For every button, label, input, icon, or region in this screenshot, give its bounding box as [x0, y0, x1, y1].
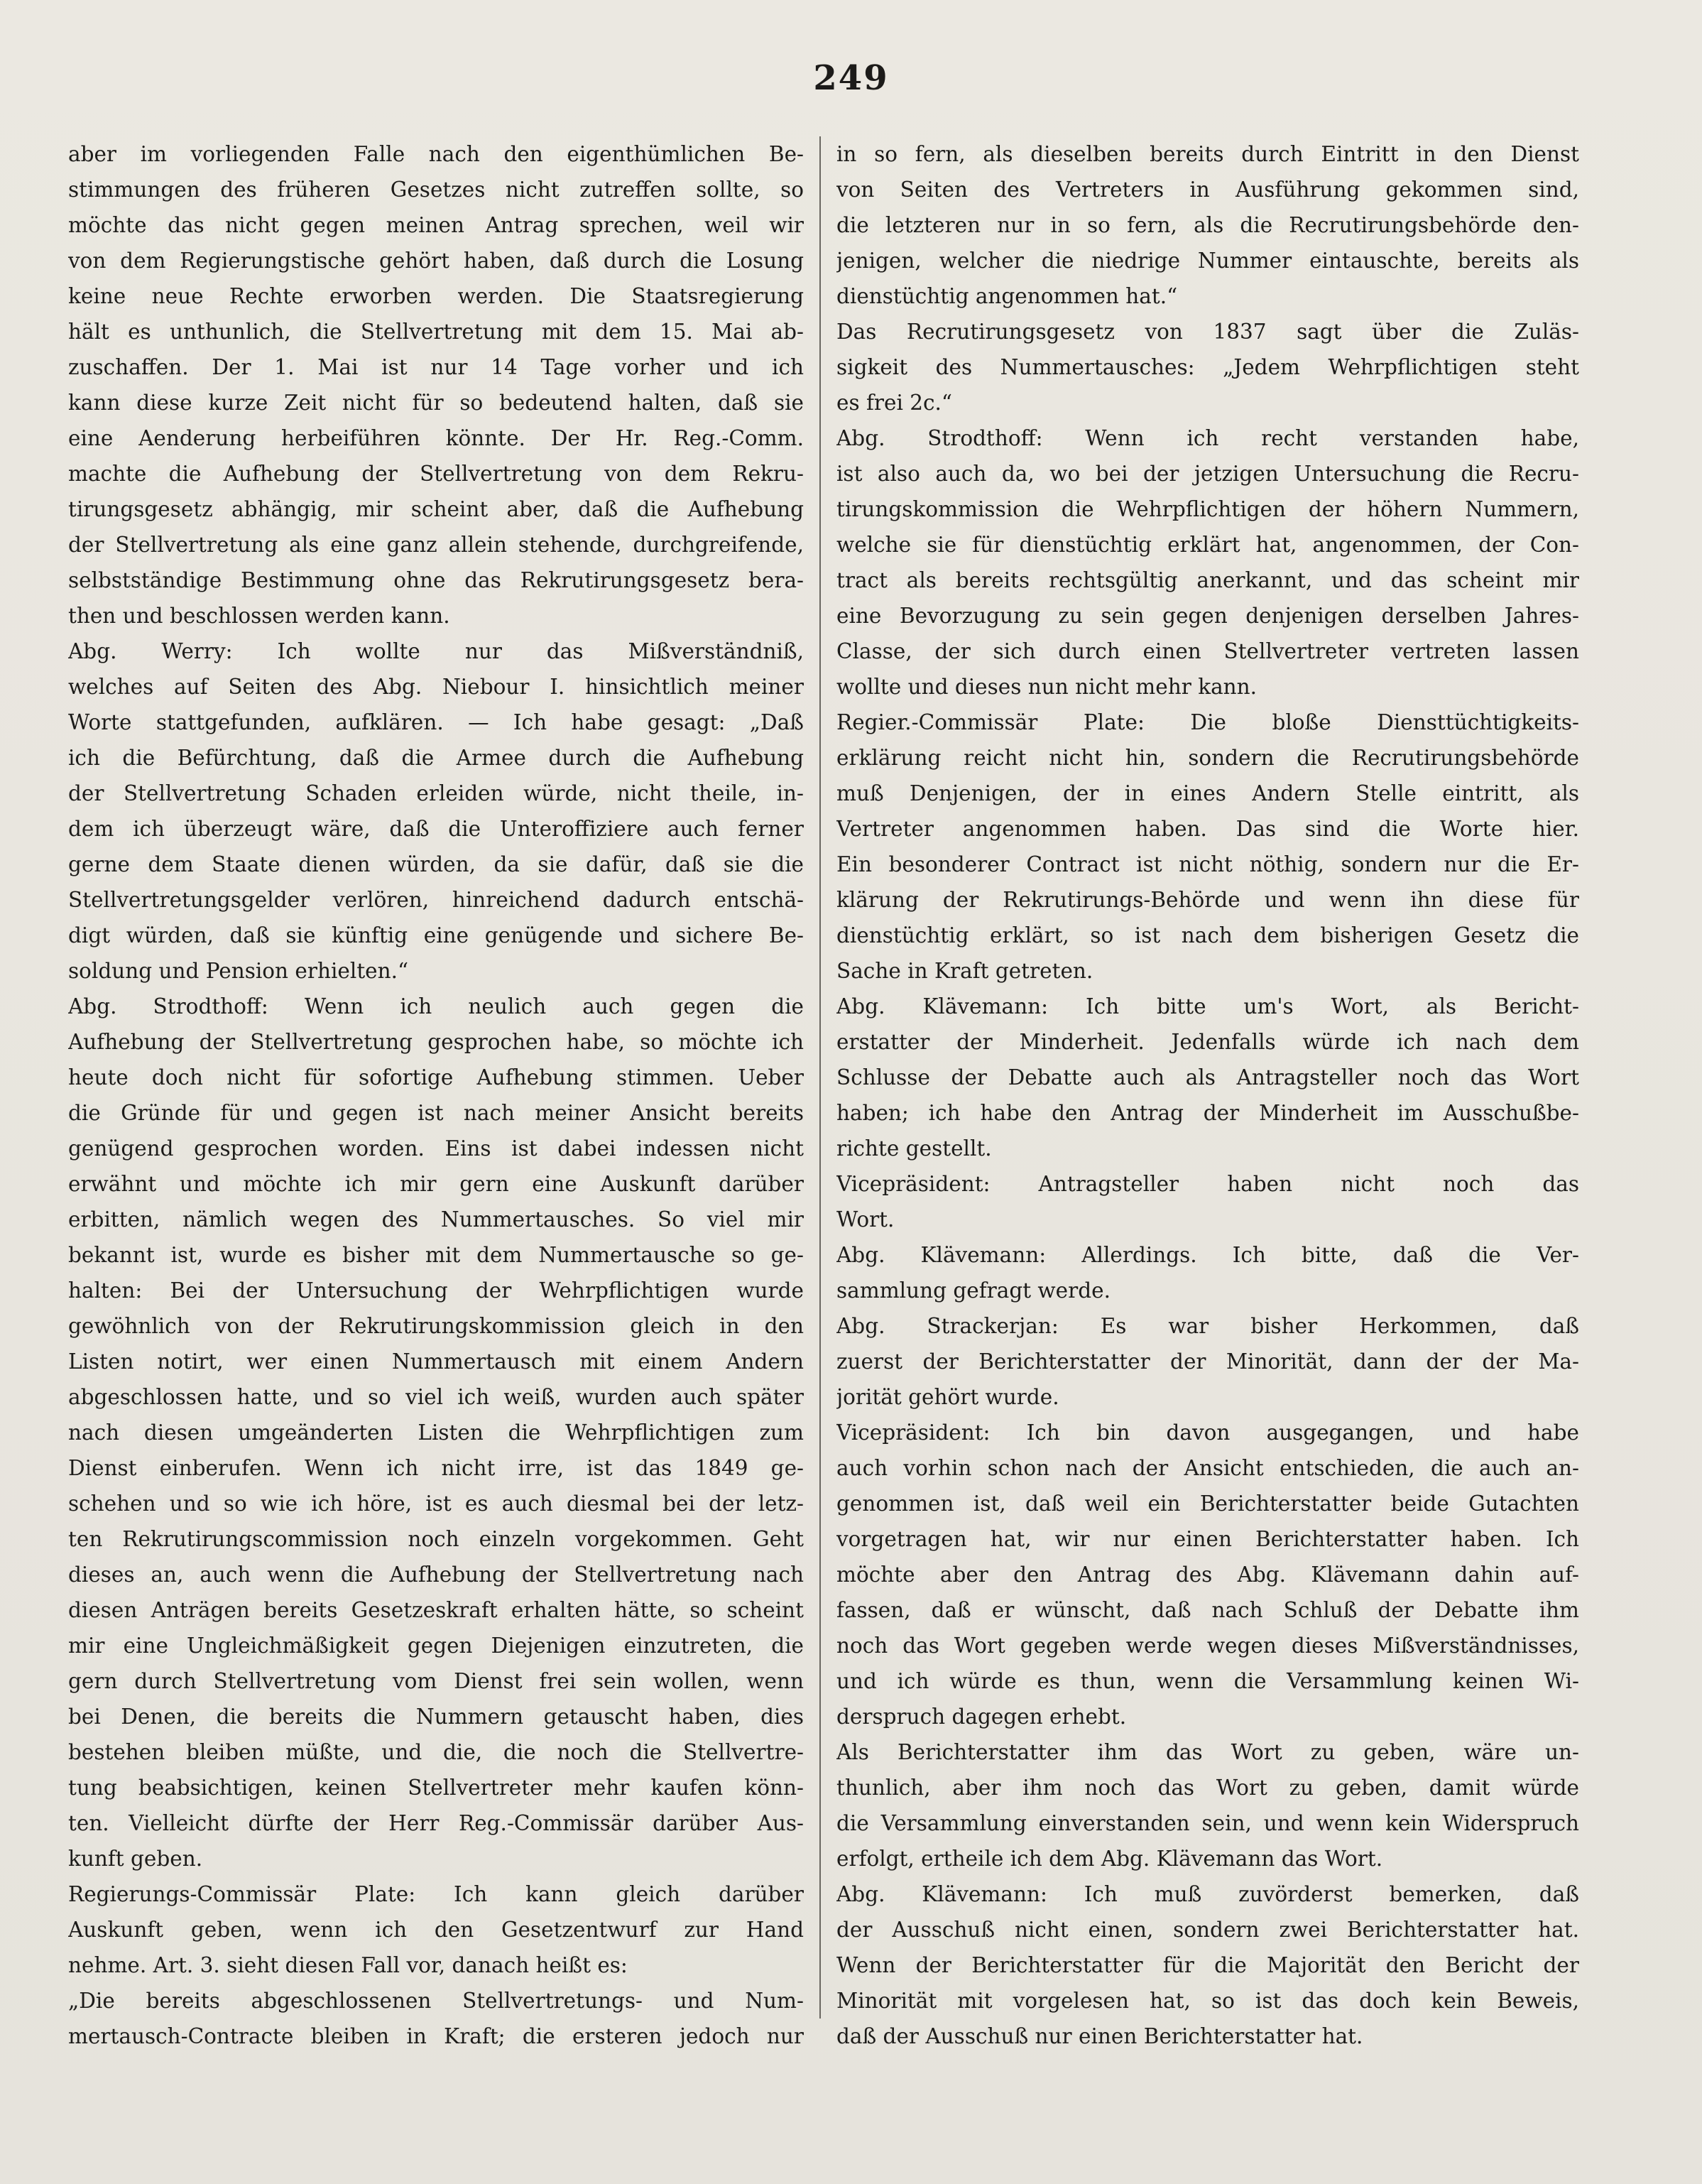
- text-line: möchte das nicht gegen meinen Antrag sprechen, weil wir: [68, 213, 804, 237]
- text-line: fassen, daß er wünscht, daß nach Schluß der Debatte ihm: [836, 1598, 1579, 1622]
- text-line: erfolgt, ertheile ich dem Abg. Klävemann das Wort.: [836, 1847, 1383, 1871]
- text-line: Abg. Klävemann: Ich bitte um's Wort, als Bericht-: [836, 994, 1579, 1018]
- text-line: ist also auch da, wo bei der jetzigen Untersuchung die Recru-: [836, 462, 1579, 486]
- text-line: hält es unthunlich, die Stellvertretung mit dem 15. Mai ab-: [68, 320, 804, 344]
- text-line: Abg. Werry: Ich wollte nur das Mißverständniß,: [68, 639, 804, 663]
- text-line: sammlung gefragt werde.: [836, 1278, 1111, 1303]
- text-line: bei Denen, die bereits die Nummern getauscht haben, dies: [68, 1705, 804, 1729]
- text-line: dienstüchtig angenommen hat.“: [836, 284, 1178, 308]
- text-line: Abg. Klävemann: Ich muß zuvörderst bemerken, daß: [836, 1882, 1579, 1906]
- text-line: der Stellvertretung als eine ganz allein stehende, durchgreifende,: [68, 533, 804, 557]
- text-line: zuschaffen. Der 1. Mai ist nur 14 Tage vorher und ich: [68, 355, 804, 379]
- text-line: tung beabsichtigen, keinen Stellvertreter mehr kaufen könn-: [68, 1776, 804, 1800]
- text-line: jorität gehört wurde.: [836, 1385, 1059, 1409]
- text-line: richte gestellt.: [836, 1136, 992, 1161]
- text-line: der Ausschuß nicht einen, sondern zwei Berichterstatter hat.: [836, 1918, 1579, 1942]
- text-line: dem ich überzeugt wäre, daß die Unteroffiziere auch ferner: [68, 817, 804, 841]
- text-line: gern durch Stellvertretung vom Dienst frei sein wollen, wenn: [68, 1669, 804, 1693]
- text-line: Listen notirt, wer einen Nummertausch mit einem Andern: [68, 1349, 804, 1374]
- text-line: schehen und so wie ich höre, ist es auch diesmal bei der letz-: [68, 1492, 804, 1516]
- text-line: Vicepräsident: Ich bin davon ausgegangen, und habe: [836, 1420, 1579, 1445]
- page-number: 249: [813, 58, 889, 98]
- text-line: Wort.: [836, 1207, 895, 1232]
- text-line: bekannt ist, wurde es bisher mit dem Nummertausche so ge-: [68, 1243, 804, 1267]
- text-line: die Gründe für und gegen ist nach meiner Ansicht bereits: [68, 1101, 804, 1125]
- text-line: welche sie für dienstüchtig erklärt hat, angenommen, der Con-: [836, 533, 1579, 557]
- text-line: auch vorhin schon nach der Ansicht entschieden, die auch an-: [836, 1456, 1579, 1480]
- text-line: tirungskommission die Wehrpflichtigen der höhern Nummern,: [836, 497, 1579, 521]
- text-line: stimmungen des früheren Gesetzes nicht zutreffen sollte, so: [68, 178, 804, 202]
- text-line: und ich würde es thun, wenn die Versammlung keinen Wi-: [836, 1669, 1579, 1693]
- text-line: der Stellvertretung Schaden erleiden würde, nicht theile, in-: [68, 781, 804, 805]
- text-line: wollte und dieses nun nicht mehr kann.: [836, 675, 1258, 699]
- text-line: ten. Vielleicht dürfte der Herr Reg.-Commissär darüber Aus-: [68, 1811, 804, 1835]
- text-line: digt würden, daß sie künftig eine genügende und sichere Be-: [68, 923, 804, 947]
- text-line: genommen ist, daß weil ein Berichterstatter beide Gutachten: [836, 1492, 1579, 1516]
- text-line: Vicepräsident: Antragsteller haben nicht noch das: [836, 1172, 1579, 1196]
- text-line: thunlich, aber ihm noch das Wort zu geben, damit würde: [836, 1776, 1579, 1800]
- text-line: kann diese kurze Zeit nicht für so bedeutend halten, daß sie: [68, 391, 804, 415]
- text-line: Abg. Strackerjan: Es war bisher Herkommen, daß: [836, 1314, 1579, 1338]
- text-line: keine neue Rechte erworben werden. Die Staatsregierung: [68, 284, 804, 308]
- text-line: kunft geben.: [68, 1847, 203, 1871]
- text-line: von Seiten des Vertreters in Ausführung gekommen sind,: [836, 178, 1579, 202]
- left-column: [68, 136, 804, 2054]
- text-line: haben; ich habe den Antrag der Minderheit im Ausschußbe-: [836, 1101, 1579, 1125]
- text-line: nach diesen umgeänderten Listen die Wehrpflichtigen zum: [68, 1420, 804, 1445]
- text-line: muß Denjenigen, der in eines Andern Stelle eintritt, als: [836, 781, 1579, 805]
- text-line: soldung und Pension erhielten.“: [68, 959, 409, 983]
- text-line: erklärung reicht nicht hin, sondern die Recrutirungsbehörde: [836, 746, 1579, 770]
- text-line: eine Bevorzugung zu sein gegen denjenigen derselben Jahres-: [836, 604, 1579, 628]
- text-line: abgeschlossen hatte, und so viel ich weiß, wurden auch später: [68, 1385, 804, 1409]
- text-line: Dienst einberufen. Wenn ich nicht irre, ist das 1849 ge-: [68, 1456, 804, 1480]
- text-line: heute doch nicht für sofortige Aufhebung stimmen. Ueber: [68, 1065, 804, 1090]
- text-line: genügend gesprochen worden. Eins ist dabei indessen nicht: [68, 1136, 804, 1161]
- text-line: klärung der Rekrutirungs-Behörde und wenn ihn diese für: [836, 888, 1579, 912]
- text-line: mertausch-Contracte bleiben in Kraft; die ersteren jedoch nur: [68, 2024, 804, 2048]
- text-line: „Die bereits abgeschlossenen Stellvertretungs- und Num-: [68, 1989, 804, 2013]
- text-line: eine Aenderung herbeiführen könnte. Der Hr. Reg.-Comm.: [68, 426, 804, 450]
- text-line: Abg. Strodthoff: Wenn ich recht verstanden habe,: [836, 426, 1579, 450]
- text-line: erwähnt und möchte ich mir gern eine Auskunft darüber: [68, 1172, 804, 1196]
- text-line: Sache in Kraft getreten.: [836, 959, 1093, 983]
- text-line: Als Berichterstatter ihm das Wort zu geben, wäre un-: [836, 1740, 1579, 1764]
- text-line: Abg. Strodthoff: Wenn ich neulich auch gegen die: [68, 994, 804, 1018]
- text-line: daß der Ausschuß nur einen Berichterstatter hat.: [836, 2024, 1363, 2048]
- text-line: ten Rekrutirungscommission noch einzeln vorgekommen. Geht: [68, 1527, 804, 1551]
- text-line: bestehen bleiben müßte, und die, die noch die Stellvertre-: [68, 1740, 804, 1764]
- text-line: Das Recrutirungsgesetz von 1837 sagt über die Zuläs-: [836, 320, 1579, 344]
- text-line: welches auf Seiten des Abg. Niebour I. hinsichtlich meiner: [68, 675, 804, 699]
- text-line: mir eine Ungleichmäßigkeit gegen Diejenigen einzutreten, die: [68, 1634, 804, 1658]
- text-line: Schlusse der Debatte auch als Antragsteller noch das Wort: [836, 1065, 1579, 1090]
- text-line: nehme. Art. 3. sieht diesen Fall vor, danach heißt es:: [68, 1953, 628, 1977]
- text-line: die letzteren nur in so fern, als die Recrutirungsbehörde den-: [836, 213, 1579, 237]
- text-line: jenigen, welcher die niedrige Nummer eintauschte, bereits als: [836, 249, 1579, 273]
- text-line: derspruch dagegen erhebt.: [836, 1705, 1127, 1729]
- text-line: dienstüchtig erklärt, so ist nach dem bisherigen Gesetz die: [836, 923, 1579, 947]
- text-line: von dem Regierungstische gehört haben, daß durch die Losung: [68, 249, 804, 273]
- column-divider: [819, 136, 821, 2019]
- text-line: Auskunft geben, wenn ich den Gesetzentwurf zur Hand: [68, 1918, 804, 1942]
- text-line: halten: Bei der Untersuchung der Wehrpflichtigen wurde: [68, 1278, 804, 1303]
- text-line: gewöhnlich von der Rekrutirungskommission gleich in den: [68, 1314, 804, 1338]
- text-line: Ein besonderer Contract ist nicht nöthig, sondern nur die Er-: [836, 852, 1579, 876]
- text-line: tract als bereits rechtsgültig anerkannt, und das scheint mir: [836, 568, 1579, 592]
- text-line: dieses an, auch wenn die Aufhebung der Stellvertretung nach: [68, 1563, 804, 1587]
- right-column: [836, 136, 1579, 2054]
- text-line: Regierungs-Commissär Plate: Ich kann gleich darüber: [68, 1882, 804, 1906]
- text-line: möchte aber den Antrag des Abg. Klävemann dahin auf-: [836, 1563, 1579, 1587]
- text-line: vorgetragen hat, wir nur einen Berichterstatter haben. Ich: [836, 1527, 1579, 1551]
- text-line: Regier.-Commissär Plate: Die bloße Diensttüchtigkeits-: [836, 710, 1579, 734]
- text-line: noch das Wort gegeben werde wegen dieses Mißverständnisses,: [836, 1634, 1579, 1658]
- text-line: zuerst der Berichterstatter der Minorität, dann der der Ma-: [836, 1349, 1579, 1374]
- text-line: then und beschlossen werden kann.: [68, 604, 450, 628]
- text-line: machte die Aufhebung der Stellvertretung von dem Rekru-: [68, 462, 804, 486]
- text-line: es frei 2c.“: [836, 391, 953, 415]
- text-line: tirungsgesetz abhängig, mir scheint aber, daß die Aufhebung: [68, 497, 804, 521]
- text-line: Aufhebung der Stellvertretung gesprochen habe, so möchte ich: [68, 1030, 804, 1054]
- text-line: selbstständige Bestimmung ohne das Rekrutirungsgesetz bera-: [68, 568, 804, 592]
- text-line: Vertreter angenommen haben. Das sind die Worte hier.: [836, 817, 1579, 841]
- text-line: die Versammlung einverstanden sein, und wenn kein Widerspruch: [836, 1811, 1579, 1835]
- text-line: Worte stattgefunden, aufklären. — Ich habe gesagt: „Daß: [68, 710, 804, 734]
- text-line: aber im vorliegenden Falle nach den eigenthümlichen Be-: [68, 142, 804, 166]
- text-line: Stellvertretungsgelder verlören, hinreichend dadurch entschä-: [68, 888, 804, 912]
- text-line: erstatter der Minderheit. Jedenfalls würde ich nach dem: [836, 1030, 1579, 1054]
- text-line: diesen Anträgen bereits Gesetzeskraft erhalten hätte, so scheint: [68, 1598, 804, 1622]
- text-line: Wenn der Berichterstatter für die Majorität den Bericht der: [836, 1953, 1579, 1977]
- text-line: erbitten, nämlich wegen des Nummertausches. So viel mir: [68, 1207, 804, 1232]
- text-line: Abg. Klävemann: Allerdings. Ich bitte, daß die Ver-: [836, 1243, 1579, 1267]
- text-line: Minorität mit vorgelesen hat, so ist das doch kein Beweis,: [836, 1989, 1579, 2013]
- text-line: Classe, der sich durch einen Stellvertreter vertreten lassen: [836, 639, 1579, 663]
- text-line: gerne dem Staate dienen würden, da sie dafür, daß sie die: [68, 852, 804, 876]
- text-line: in so fern, als dieselben bereits durch Eintritt in den Dienst: [836, 142, 1579, 166]
- text-line: ich die Befürchtung, daß die Armee durch die Aufhebung: [68, 746, 804, 770]
- text-line: sigkeit des Nummertausches: „Jedem Wehrpflichtigen steht: [836, 355, 1579, 379]
